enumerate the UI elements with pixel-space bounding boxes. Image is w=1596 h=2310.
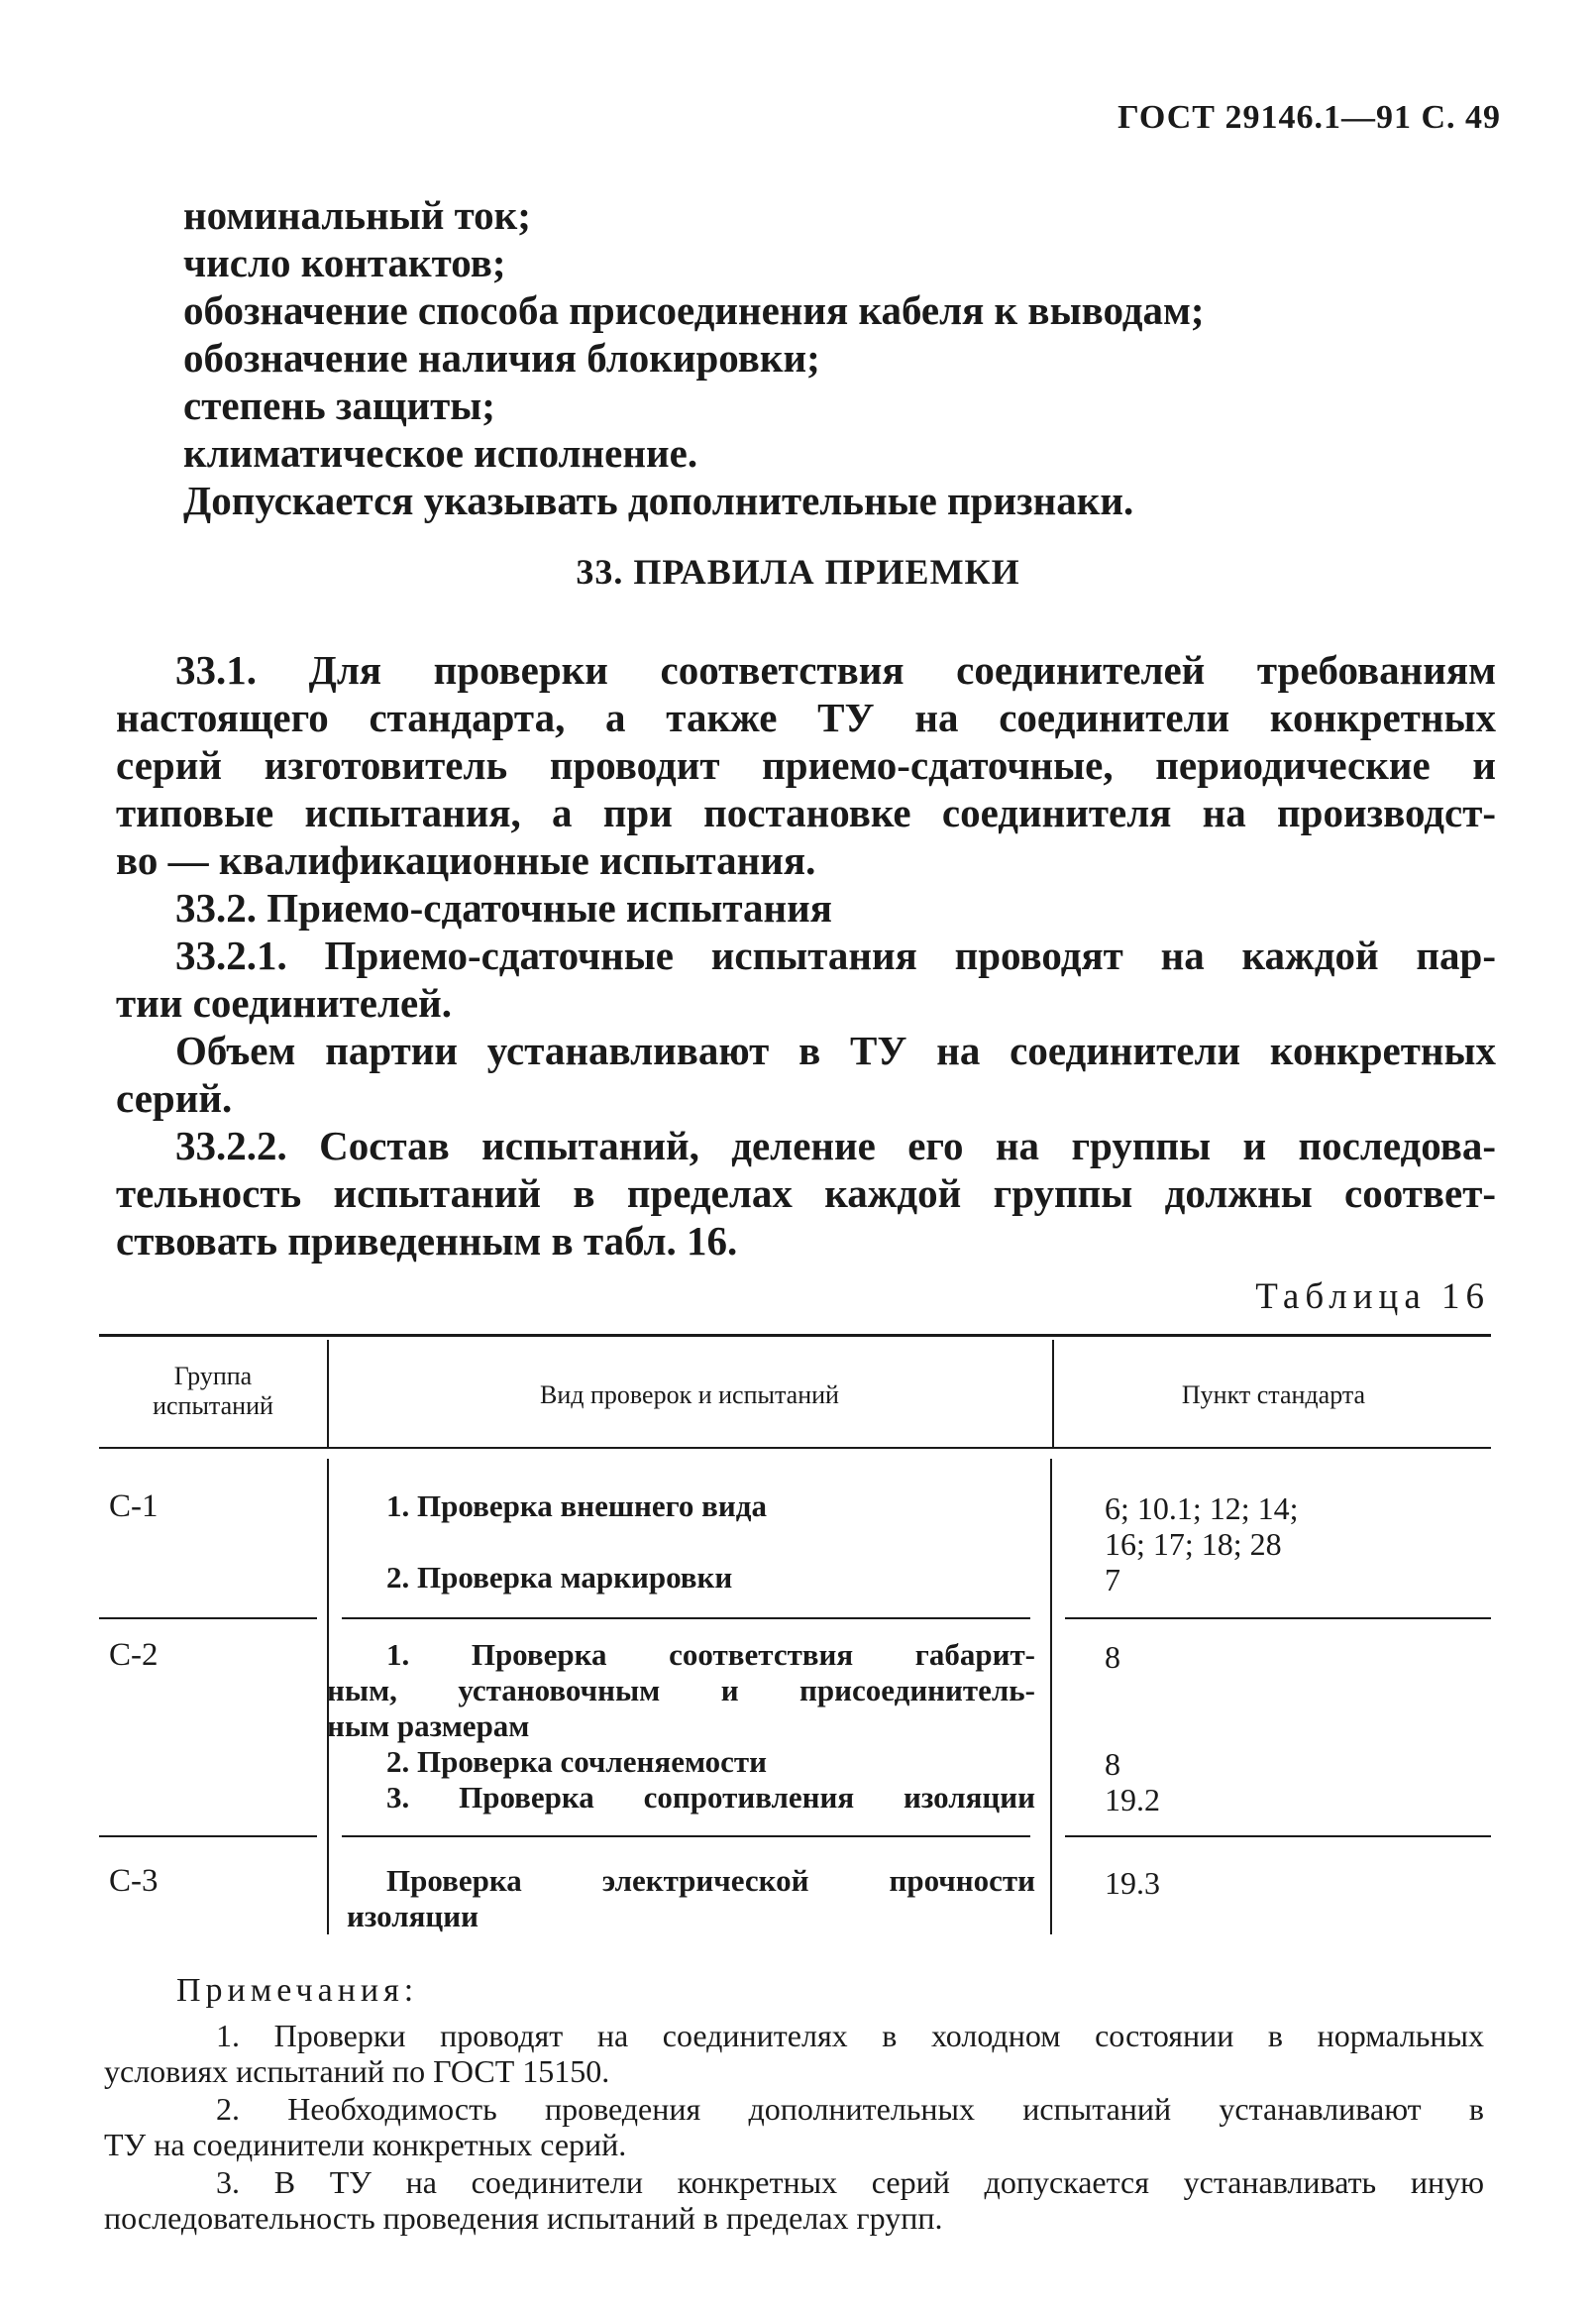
group-cell: С-2 bbox=[109, 1637, 159, 1673]
list-item: обозначение способа присоединения кабеля к выводам; bbox=[183, 287, 1205, 333]
clause-cell: 7 bbox=[1105, 1562, 1120, 1597]
list-item: число контактов; bbox=[183, 240, 506, 285]
list-item: Допускается указывать дополнительные признаки. bbox=[183, 478, 1134, 523]
paragraph-line: 33.2.2. Состав испытаний, деление его на группы и последова- bbox=[175, 1123, 1496, 1168]
paragraph-line: серий. bbox=[116, 1075, 233, 1121]
clause-cell: 16; 17; 18; 28 bbox=[1105, 1526, 1282, 1562]
test-cell: 1. Проверка соответствия габарит- bbox=[386, 1637, 1035, 1672]
column-divider bbox=[327, 1340, 329, 1447]
list-item: степень защиты; bbox=[183, 383, 495, 428]
table-header-rule bbox=[99, 1447, 1491, 1449]
page-header: ГОСТ 29146.1—91 С. 49 bbox=[1117, 99, 1501, 136]
table-caption: Таблица 16 bbox=[1255, 1276, 1490, 1317]
paragraph-line: серий изготовитель проводит приемо-сдаточные, периодические и bbox=[116, 742, 1496, 788]
paragraph-line: 33.1. Для проверки соответствия соединителей требованиям bbox=[175, 647, 1496, 693]
table-top-rule bbox=[99, 1334, 1491, 1337]
header-group bbox=[114, 1362, 312, 1421]
paragraph-line: 33.2. Приемо-сдаточные испытания bbox=[175, 885, 832, 931]
note-line: условиях испытаний по ГОСТ 15150. bbox=[104, 2053, 610, 2089]
note-line: 3. В ТУ на соединители конкретных серий допускается устанавливать иную bbox=[216, 2164, 1484, 2200]
test-cell: 1. Проверка внешнего вида bbox=[386, 1488, 767, 1523]
test-cell: 3. Проверка сопротивления изоляции bbox=[386, 1780, 1035, 1815]
row-rule bbox=[1065, 1617, 1491, 1619]
note-line: 1. Проверки проводят на соединителях в холодном состоянии в нормальных bbox=[216, 2018, 1484, 2053]
header-type: Вид проверок и испытаний bbox=[540, 1380, 839, 1409]
note-line: 2. Необходимость проведения дополнительных испытаний устанавливают в bbox=[216, 2091, 1484, 2127]
clause-cell: 6; 10.1; 12; 14; bbox=[1105, 1490, 1299, 1526]
test-cell: Проверка электрической прочности bbox=[386, 1863, 1035, 1898]
clause-cell: 8 bbox=[1105, 1746, 1120, 1782]
header-group-line: Группа bbox=[173, 1362, 253, 1390]
row-rule bbox=[342, 1835, 1030, 1837]
test-cell: ным размерам bbox=[327, 1708, 530, 1743]
note-line: ТУ на соединители конкретных серий. bbox=[104, 2127, 627, 2162]
list-item: климатическое исполнение. bbox=[183, 430, 698, 476]
section-title: 33. ПРАВИЛА ПРИЕМКИ bbox=[576, 552, 1020, 592]
test-cell: ным, установочным и присоединитель- bbox=[327, 1673, 1035, 1707]
row-rule bbox=[99, 1617, 317, 1619]
clause-cell: 8 bbox=[1105, 1639, 1120, 1675]
clause-cell: 19.2 bbox=[1105, 1782, 1160, 1817]
test-cell: 2. Проверка сочленяемости bbox=[386, 1744, 768, 1779]
notes-title: Примечания: bbox=[176, 1972, 419, 2009]
row-rule bbox=[99, 1835, 317, 1837]
paragraph-line: 33.2.1. Приемо-сдаточные испытания проводят на каждой пар- bbox=[175, 933, 1496, 978]
test-cell: 2. Проверка маркировки bbox=[386, 1560, 733, 1595]
row-rule bbox=[1065, 1835, 1491, 1837]
paragraph-line: во — квалификационные испытания. bbox=[116, 837, 816, 883]
paragraph-line: типовые испытания, а при постановке соединителя на производст- bbox=[116, 790, 1496, 835]
clause-cell: 19.3 bbox=[1105, 1865, 1160, 1901]
paragraph-line: Объем партии устанавливают в ТУ на соединители конкретных bbox=[175, 1028, 1496, 1073]
group-cell: С-1 bbox=[109, 1488, 159, 1524]
paragraph-line: ствовать приведенным в табл. 16. bbox=[116, 1218, 738, 1264]
column-divider bbox=[1050, 1459, 1052, 1934]
header-group-line: испытаний bbox=[153, 1391, 273, 1420]
list-item: номинальный ток; bbox=[183, 192, 531, 238]
test-cell: изоляции bbox=[347, 1899, 479, 1933]
paragraph-line: настоящего стандарта, а также ТУ на соединители конкретных bbox=[116, 695, 1496, 740]
header-clause: Пункт стандарта bbox=[1181, 1380, 1366, 1409]
paragraph-line: тии соединителей. bbox=[116, 980, 453, 1026]
row-rule bbox=[342, 1617, 1030, 1619]
paragraph-line: тельность испытаний в пределах каждой группы должны соответ- bbox=[116, 1170, 1496, 1216]
note-line: последовательность проведения испытаний в пределах групп. bbox=[104, 2200, 943, 2236]
group-cell: С-3 bbox=[109, 1863, 159, 1899]
column-divider bbox=[1052, 1340, 1054, 1447]
list-item: обозначение наличия блокировки; bbox=[183, 335, 820, 381]
